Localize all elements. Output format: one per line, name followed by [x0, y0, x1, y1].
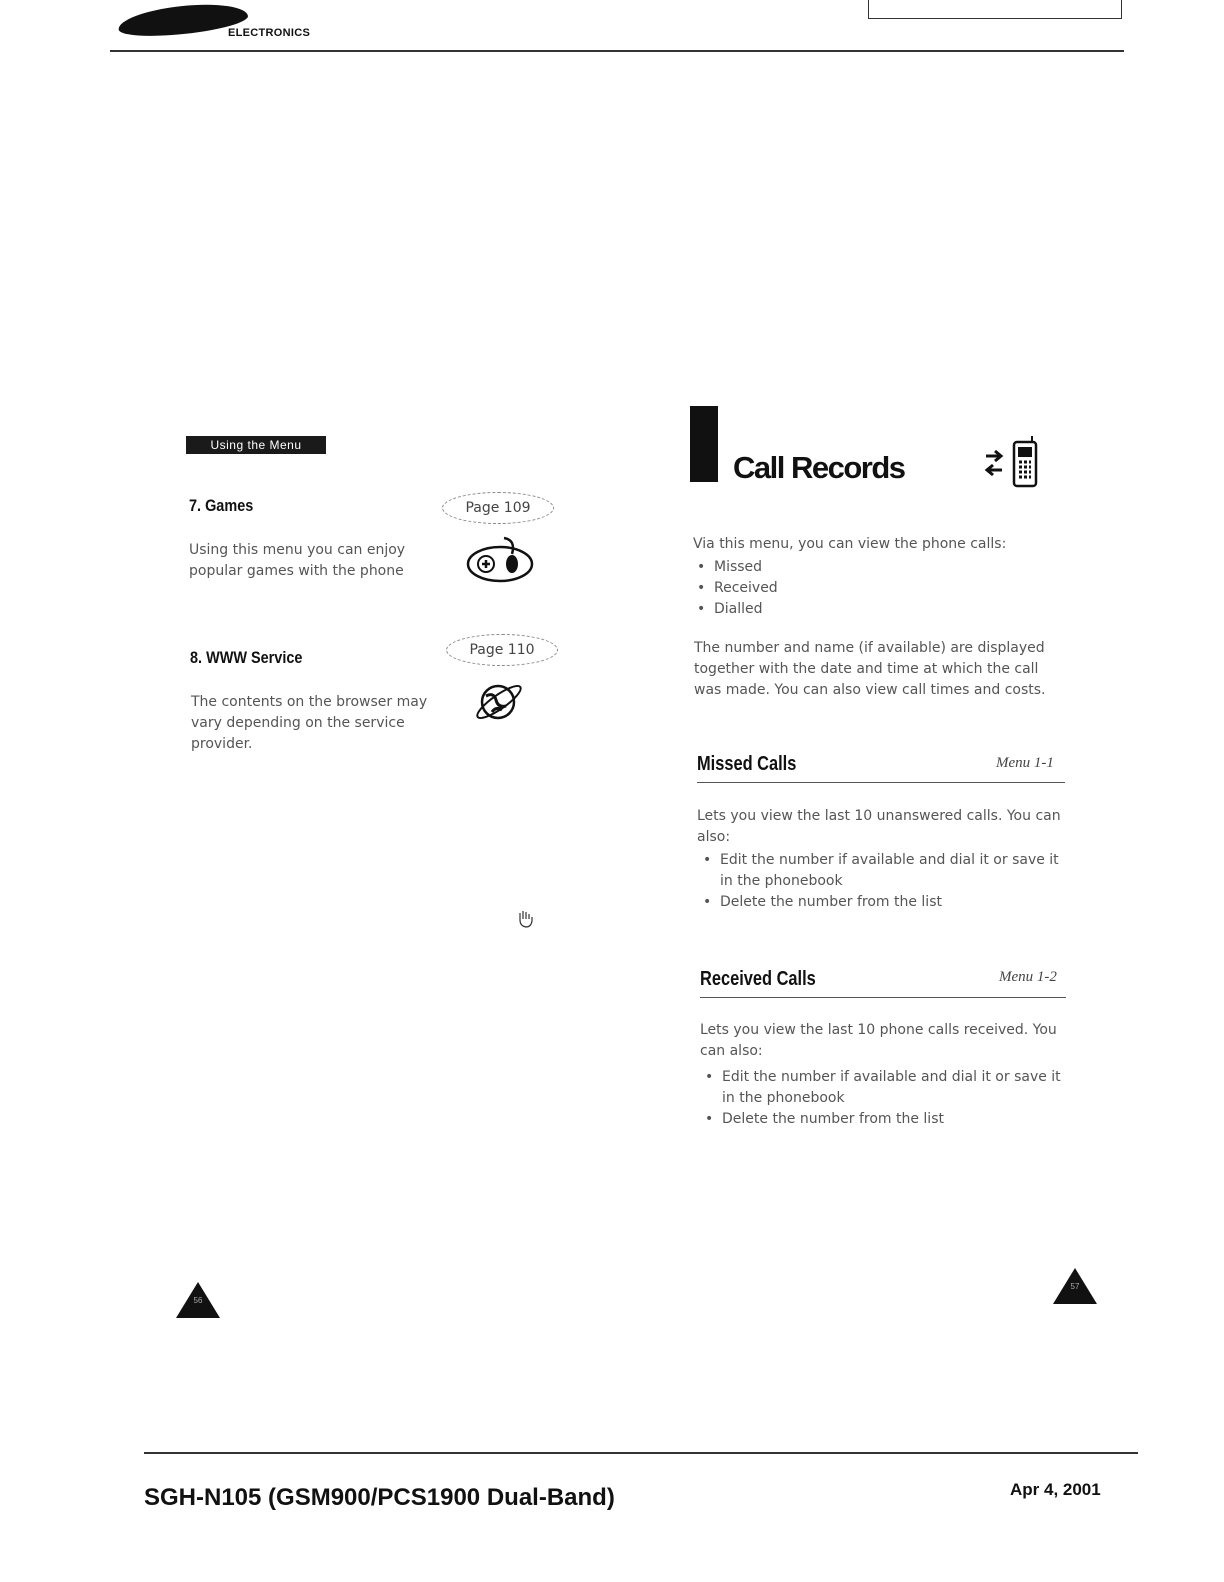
received-calls-text: Lets you view the last 10 phone calls received. You can also:	[700, 1022, 1057, 1059]
missed-calls-list	[700, 850, 1060, 913]
description-text: The number and name (if available) are displayed together with the date and time at which the call was made. You can also view call times and costs.	[694, 640, 1046, 698]
games-text: Using this menu you can enjoy popular games with the phone	[189, 542, 406, 579]
intro-list	[694, 557, 1024, 620]
page-title: Call Records	[733, 450, 905, 485]
list-item: • Delete the number from the list	[700, 892, 1060, 913]
hand-icon	[514, 906, 538, 935]
received-calls-rule	[700, 997, 1066, 998]
games-page-ref: Page 109	[442, 492, 554, 524]
received-calls-menu-ref: Menu 1-2	[999, 969, 1057, 985]
list-item: • Missed	[694, 557, 1024, 578]
page-number-right	[1053, 1268, 1097, 1304]
list-item: • Edit the number if available and dial it or save it in the phonebook	[702, 1067, 1062, 1109]
section-tag: Using the Menu	[186, 436, 326, 454]
header-rule	[110, 50, 1124, 52]
footer-date: Apr 4, 2001	[1010, 1480, 1101, 1499]
page-number-left	[176, 1282, 220, 1318]
title-bar	[690, 406, 718, 482]
brand-label: ELECTRONICS	[228, 27, 311, 39]
www-page-ref: Page 110	[446, 634, 558, 666]
header-box	[868, 0, 1122, 19]
www-text: The contents on the browser may vary depending on the service provider.	[191, 694, 428, 752]
gamepad-icon	[466, 534, 536, 589]
www-title: 8. WWW Service	[190, 648, 303, 667]
intro-text: Via this menu, you can view the phone calls:	[693, 536, 1007, 552]
missed-calls-title: Missed Calls	[697, 753, 797, 775]
received-calls-list	[702, 1067, 1062, 1130]
missed-calls-rule	[697, 782, 1065, 783]
page-number-right-label: 57	[1070, 1282, 1080, 1291]
missed-calls-text: Lets you view the last 10 unanswered calls. You can also:	[697, 808, 1061, 845]
footer-rule	[144, 1452, 1138, 1454]
list-item: • Edit the number if available and dial it or save it in the phonebook	[700, 850, 1060, 892]
missed-calls-menu-ref: Menu 1-1	[996, 755, 1054, 771]
games-title: 7. Games	[189, 496, 254, 515]
page-number-left-label: 56	[193, 1296, 203, 1305]
list-item: • Delete the number from the list	[702, 1109, 1062, 1130]
globe-icon	[472, 678, 528, 731]
footer-model: SGH-N105 (GSM900/PCS1900 Dual-Band)	[144, 1484, 615, 1511]
list-item: • Dialled	[694, 599, 1024, 620]
phone-transfer-icon	[982, 434, 1046, 499]
list-item: • Received	[694, 578, 1024, 599]
received-calls-title: Received Calls	[700, 968, 816, 990]
